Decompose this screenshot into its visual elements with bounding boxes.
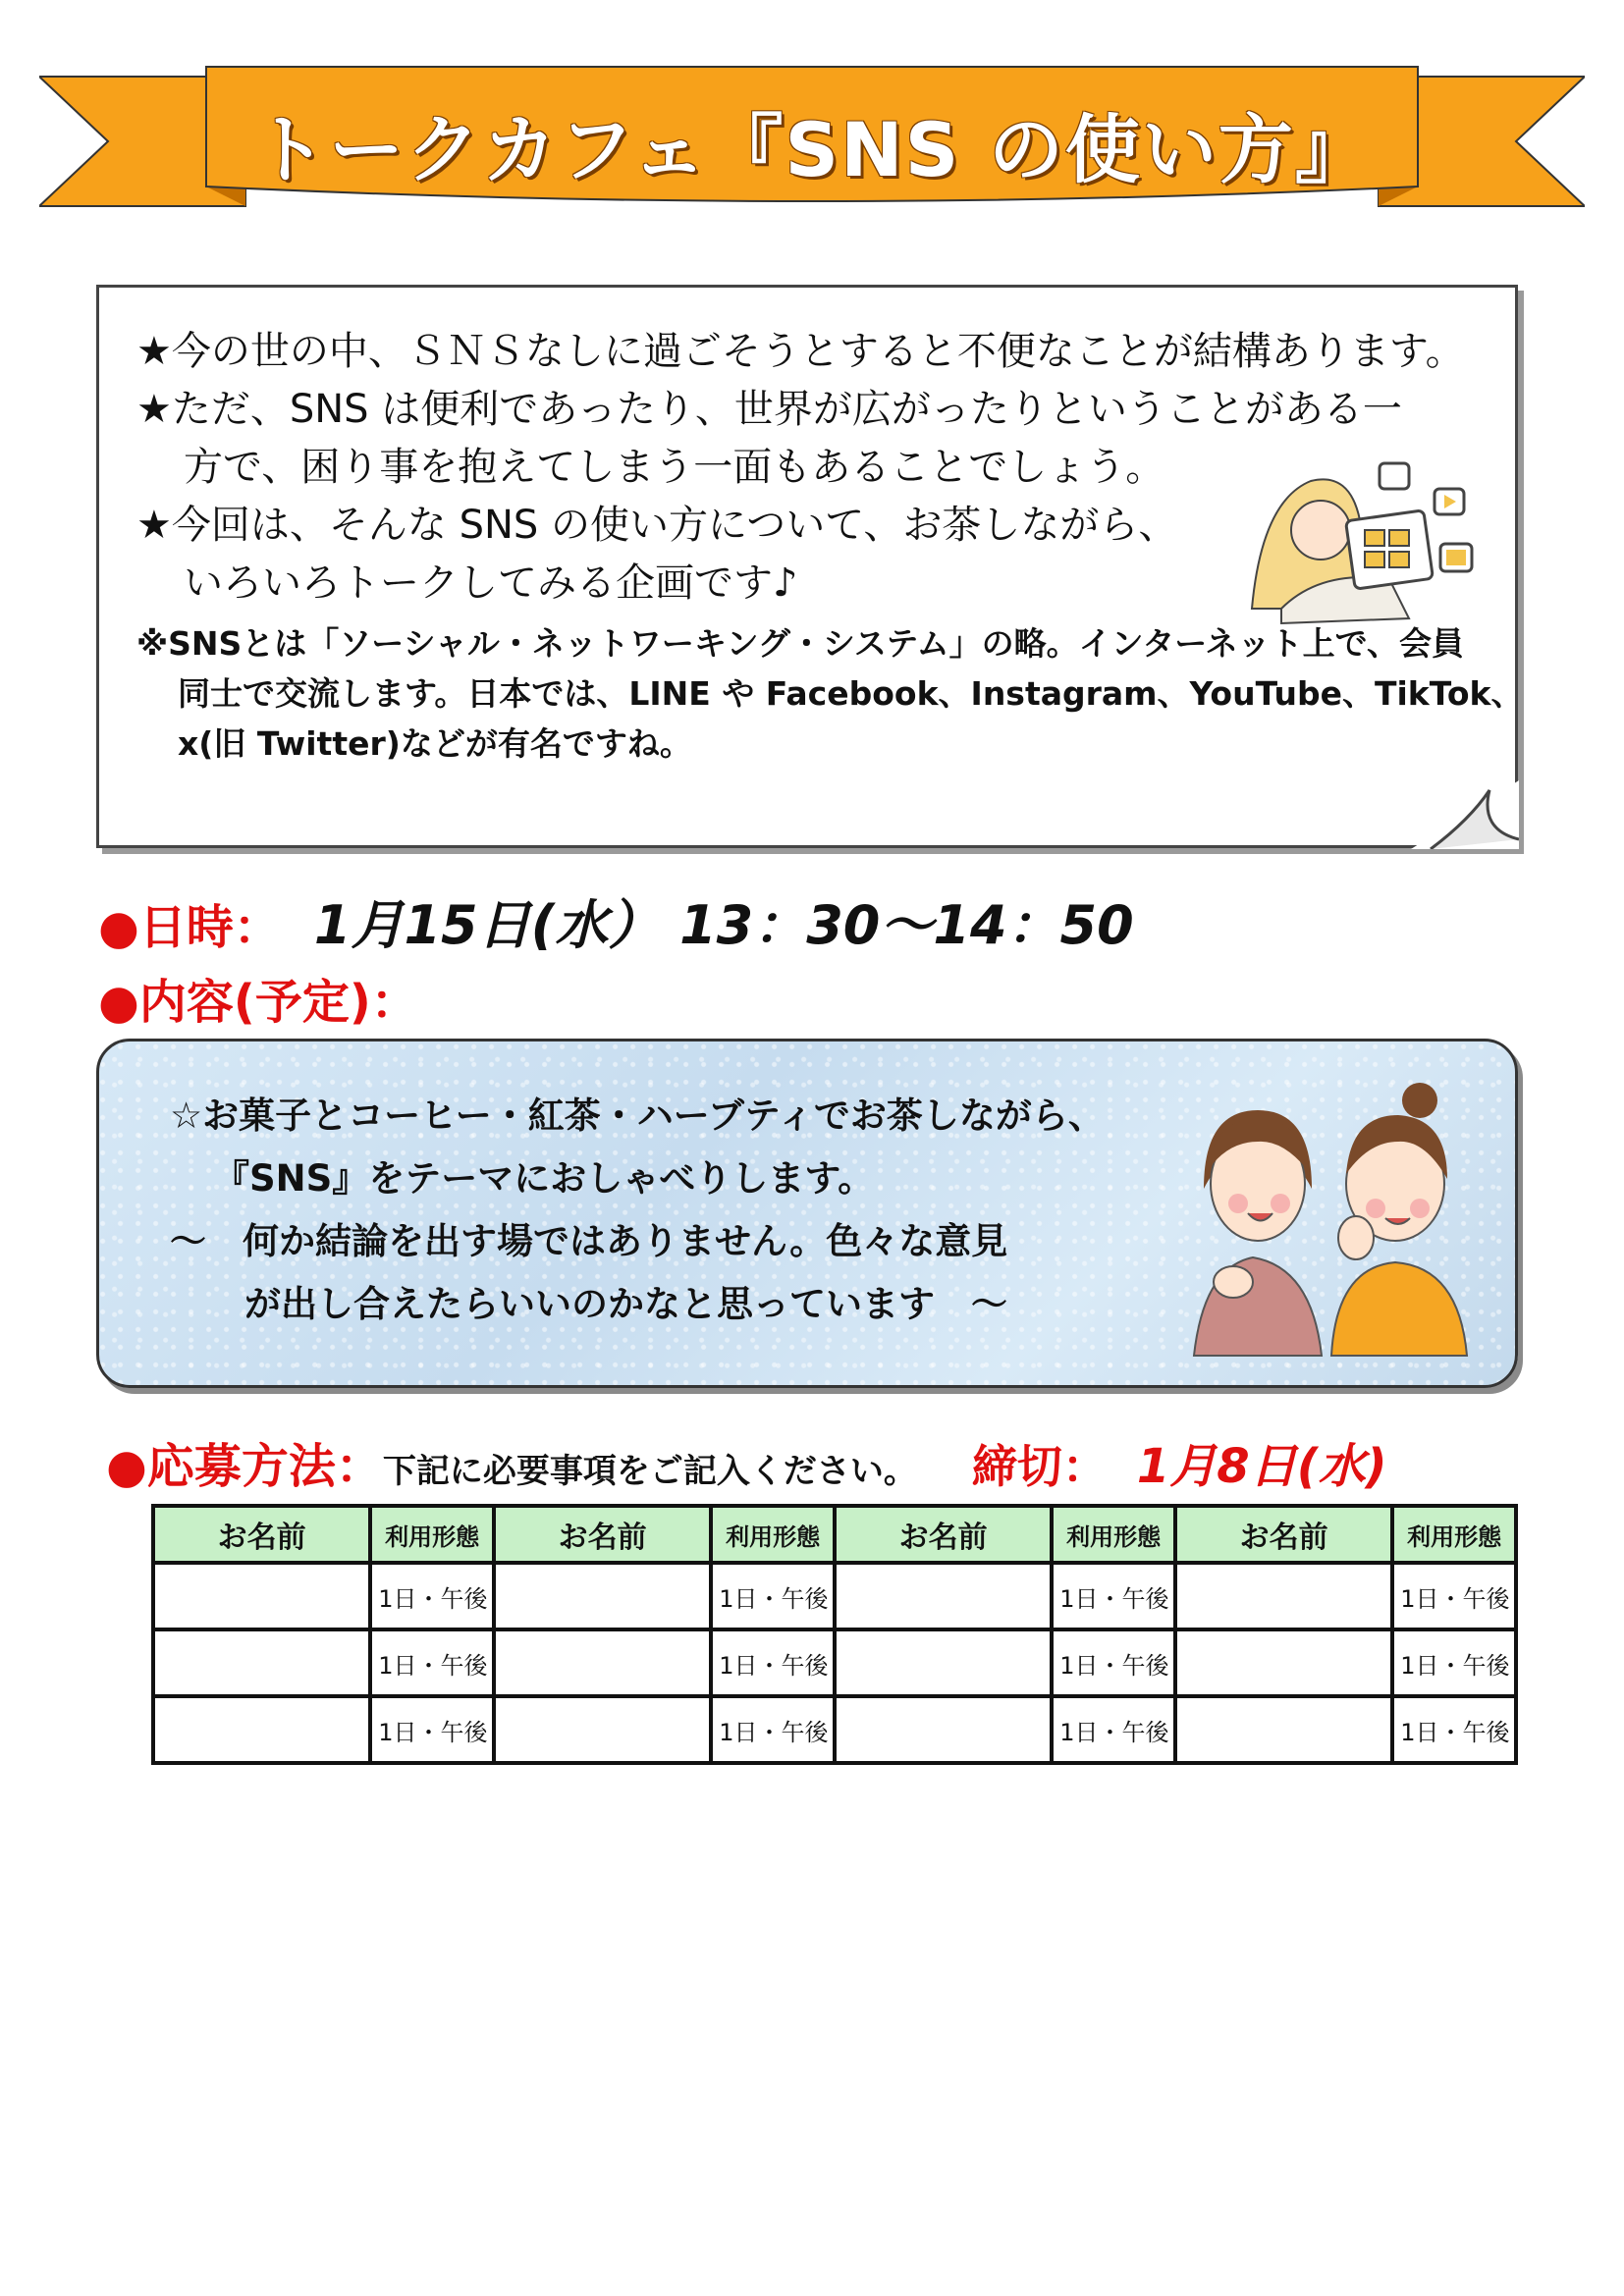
usage-type-cell[interactable]: 1日・午後 [370,1696,494,1763]
usage-type-cell[interactable]: 1日・午後 [370,1629,494,1696]
woman-with-tablet-illustration [1242,461,1478,628]
name-cell[interactable] [494,1629,711,1696]
header-usage-type: 利用形態 [711,1506,835,1563]
name-cell[interactable] [835,1696,1052,1763]
header-usage-type: 利用形態 [1052,1506,1175,1563]
note-line-3: x(旧 Twitter)などが有名ですね。 [178,724,692,763]
usage-type-cell[interactable]: 1日・午後 [1392,1563,1516,1629]
name-cell[interactable] [1175,1696,1392,1763]
deadline-value: 1月8日(水) [1136,1439,1387,1494]
content-panel [96,1039,1518,1388]
note-line-1: ※SNSとは「ソーシャル・ネットワーキング・システム」の略。インターネット上で、会員 [136,624,1464,663]
usage-type-cell[interactable]: 1日・午後 [1392,1696,1516,1763]
usage-type-cell[interactable]: 1日・午後 [1392,1629,1516,1696]
chatting-women-illustration [1174,1071,1469,1365]
name-cell[interactable] [153,1629,370,1696]
name-cell[interactable] [153,1563,370,1629]
usage-type-cell[interactable]: 1日・午後 [1052,1696,1175,1763]
usage-type-cell[interactable]: 1日・午後 [711,1696,835,1763]
table-row [153,1563,1516,1629]
application-line [106,1428,1387,1496]
note-line-2: 同士で交流します。日本では、LINE や Facebook、Instagram、YouTube、TikTok、 [178,674,1524,713]
content-heading: ●内容(予定)： [98,975,418,1030]
header-usage-type: 利用形態 [370,1506,494,1563]
page-curl-icon [1411,780,1519,849]
name-cell[interactable] [494,1696,711,1763]
apply-instruction: 下記に必要事項をご記入ください。 [382,1452,917,1491]
intro-line-3: 方で、困り事を抱えてしまう一面もあることでしょう。 [184,445,1165,490]
usage-type-cell[interactable]: 1日・午後 [711,1563,835,1629]
usage-type-cell[interactable]: 1日・午後 [1052,1629,1175,1696]
content-line-2: 『SNS』をテーマにおしゃべりします。 [213,1157,875,1200]
title-banner [39,59,1585,226]
usage-type-cell[interactable]: 1日・午後 [711,1629,835,1696]
apply-label: ●応募方法： [106,1439,383,1494]
datetime-heading [98,883,1134,959]
datetime-label: ●日時： [98,900,281,955]
signup-table [151,1504,1518,1765]
name-cell[interactable] [494,1563,711,1629]
page-title: トークカフェ『SNS の使い方』 [252,106,1372,193]
usage-type-cell[interactable]: 1日・午後 [1052,1563,1175,1629]
table-row [153,1696,1516,1763]
intro-line-5: いろいろトークしてみる企画です♪ [184,561,798,606]
usage-type-cell[interactable]: 1日・午後 [370,1563,494,1629]
header-name: お名前 [1175,1506,1392,1563]
name-cell[interactable] [835,1629,1052,1696]
name-cell[interactable] [1175,1563,1392,1629]
intro-line-1: ★今の世の中、ＳＮＳなしに過ごそうとすると不便なことが結構あります。 [136,329,1465,374]
name-cell[interactable] [153,1696,370,1763]
table-header-row [153,1506,1516,1563]
name-cell[interactable] [1175,1629,1392,1696]
header-name: お名前 [835,1506,1052,1563]
content-line-3: ～ 何か結論を出す場ではありません。色々な意見 [170,1220,1008,1262]
header-usage-type: 利用形態 [1392,1506,1516,1563]
header-name: お名前 [153,1506,370,1563]
table-row [153,1629,1516,1696]
name-cell[interactable] [835,1563,1052,1629]
intro-line-4: ★今回は、そんな SNS の使い方について、お茶しながら、 [136,503,1178,548]
intro-line-2: ★ただ、SNS は便利であったり、世界が広がったりということがある一 [136,387,1402,432]
content-line-4: が出し合えたらいいのかなと思っています ～ [244,1283,1007,1325]
sns-note [136,618,1524,769]
header-name: お名前 [494,1506,711,1563]
content-line-1: ☆お菓子とコーヒー・紅茶・ハーブティでお茶しながら、 [170,1095,1105,1137]
deadline-label: 締切： [971,1440,1108,1493]
datetime-value: 1月15日(水） 13：30～14：50 [313,894,1134,956]
